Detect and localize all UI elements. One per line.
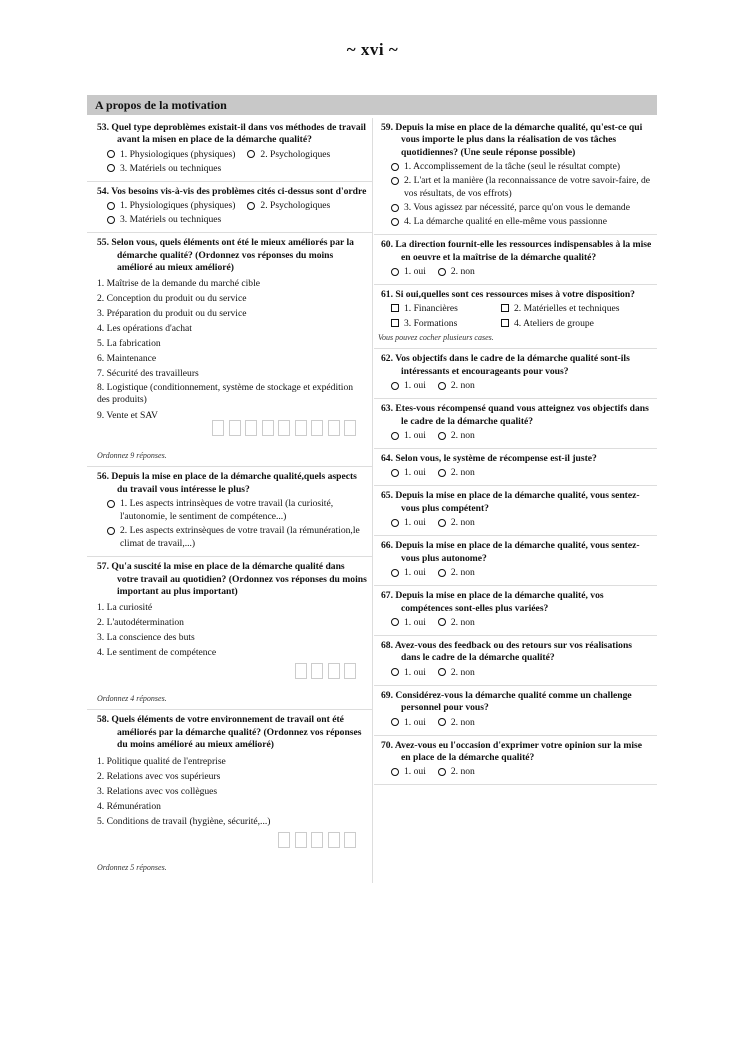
question-57 [87,557,372,710]
option-necessite[interactable]: 3. Vous agissez par nécessité, parce qu'on vous le demande [391,201,630,214]
question-65 [374,486,657,536]
checkbox-icon[interactable] [501,304,509,312]
option-passion[interactable]: 4. La démarche qualité en elle-même vous passionne [391,215,607,228]
question-70 [374,736,657,786]
question-55 [87,233,372,467]
list-item: 5. Conditions de travail (hygiène, sécurité,...) [97,815,271,827]
question-title: 60. La direction fournit-elle les ressources indispensables à la mise en oeuvre et la maîtrise de la démarche qualité? [381,239,652,263]
rank-box[interactable] [295,420,307,436]
list-item: 3. La conscience des buts [97,632,195,644]
option-non[interactable]: 2. non [438,379,475,392]
rank-box[interactable] [278,832,290,848]
list-item: 6. Maintenance [97,353,157,365]
rank-boxes [97,832,356,853]
option-psychologiques[interactable]: 2. Psychologiques [247,199,330,212]
option-accomplissement[interactable]: 1. Accomplissement de la tâche (seul le résultat compte) [391,160,620,173]
question-61 [374,285,657,349]
radio-icon[interactable] [438,569,446,577]
question-title: 61. Si oui,quelles sont ces ressources mises à votre disposition? [381,289,635,301]
radio-icon[interactable] [107,216,115,224]
question-58 [87,710,372,877]
question-title: 62. Vos objectifs dans le cadre de la démarche qualité sont-ils intéressants et encourageants pour vous? [381,353,630,377]
list-item: 3. Relations avec vos collègues [97,785,218,797]
rank-box[interactable] [328,420,340,436]
question-53 [87,118,372,182]
list-item: 4. Les opérations d'achat [97,323,192,335]
option-non[interactable]: 2. non [438,265,475,278]
instruction-hint: Vous pouvez cocher plusieurs cases. [378,333,494,343]
radio-icon[interactable] [438,469,446,477]
list-item: 9. Vente et SAV [97,410,158,422]
list-item: 5. La fabrication [97,338,161,350]
question-title: 68. Avez-vous des feedback ou des retours sur vos réalisations dans le cadre de la démarche qualité? [381,639,633,664]
question-title: 57. Qu'a suscité la mise en place de la démarche qualité dans votre travail au quotidien? (Ordonnez vos réponses du moins important au plus important) [97,561,367,598]
option-aspects-intrinseques[interactable]: 1. Les aspects intrinsèques de votre travail (la curiosité, l'autonomie, le sentiment de compétence...) [107,497,368,523]
question-title: 67. Depuis la mise en place de la démarche qualité, vos compétences sont-elles plus variées? [381,590,604,614]
radio-icon[interactable] [391,569,399,577]
option-art-et-maniere[interactable]: 2. L'art et la manière (la reconnaissance de votre savoir-faire, de vos résultats, de vos effrots) [391,174,653,200]
radio-icon[interactable] [391,382,399,390]
option-materiels[interactable]: 3. Matériels ou techniques [107,162,221,175]
rank-box[interactable] [229,420,241,436]
right-column [374,118,657,848]
option-non[interactable]: 2. non [438,666,475,679]
question-title: 70. Avez-vous eu l'occasion d'exprimer votre opinion sur la mise en place de la démarche qualité? [381,739,642,763]
rank-list [97,276,368,423]
list-item: 1. Politique qualité de l'entreprise [97,755,226,767]
option-oui[interactable]: 1. oui [391,429,426,442]
question-title: 65. Depuis la mise en place de la démarche qualité, vous sentez-vous plus compétent? [381,490,640,514]
option-non[interactable]: 2. non [438,429,475,442]
list-item: 2. L'autodétermination [97,617,184,629]
list-item: 1. La curiosité [97,602,153,614]
radio-icon[interactable] [107,500,115,508]
question-68 [374,636,657,686]
option-oui[interactable]: 1. oui [391,716,426,729]
rank-box[interactable] [295,832,307,848]
rank-boxes [97,663,356,684]
list-item: 4. Rémunération [97,800,161,812]
question-69 [374,686,657,736]
radio-icon[interactable] [438,668,446,676]
option-materielles-techniques[interactable]: 2. Matérielles et techniques [501,301,641,316]
radio-icon[interactable] [438,768,446,776]
rank-box[interactable] [311,832,323,848]
rank-box[interactable] [344,663,356,679]
rank-box[interactable] [328,832,340,848]
radio-icon[interactable] [107,527,115,535]
rank-box[interactable] [328,663,340,679]
rank-box[interactable] [212,420,224,436]
option-non[interactable]: 2. non [438,616,475,629]
radio-icon[interactable] [391,668,399,676]
option-non[interactable]: 2. non [438,765,475,778]
rank-box[interactable] [344,832,356,848]
radio-icon[interactable] [391,718,399,726]
question-64 [374,449,657,486]
radio-icon[interactable] [438,432,446,440]
option-physiologiques[interactable]: 1. Physiologiques (physiques) [107,199,235,212]
left-column [87,118,373,883]
list-item: 1. Maîtrise de la demande du marché cible [97,278,261,290]
option-oui[interactable]: 1. oui [391,265,426,278]
list-item: 2. Conception du produit ou du service [97,293,247,305]
radio-icon[interactable] [391,768,399,776]
option-materiels[interactable]: 3. Matériels ou techniques [107,213,221,226]
question-56 [87,467,372,557]
list-item: 8. Logistique (conditionnement, système de stockage et expédition des produits) [97,382,354,406]
radio-icon[interactable] [391,218,399,226]
rank-box[interactable] [295,663,307,679]
question-60 [374,235,657,285]
radio-icon[interactable] [391,618,399,626]
question-title: 59. Depuis la mise en place de la démarche qualité, qu'est-ce qui vous importe le plus dans la réalisation de vos tâches quotidiennes? (Une seule réponse possible) [381,122,643,158]
question-62 [374,349,657,399]
option-non[interactable]: 2. non [438,466,475,479]
section-header: A propos de la motivation [87,95,657,115]
option-non[interactable]: 2. non [438,716,475,729]
question-title: 58. Quels éléments de votre environnement de travail ont été améliorés par la démarche qualité? (Ordonnez vos réponses du moins amélioré au mieux amélioré) [97,714,362,751]
option-aspects-extrinseques[interactable]: 2. Les aspects extrinsèques de votre travail (la rémunération,le climat de travail,...) [107,524,368,550]
radio-icon[interactable] [391,204,399,212]
radio-icon[interactable] [107,164,115,172]
radio-icon[interactable] [391,177,399,185]
rank-box[interactable] [344,420,356,436]
question-title: 64. Selon vous, le système de récompense est-il juste? [381,453,597,465]
rank-box[interactable] [278,420,290,436]
option-oui[interactable]: 1. oui [391,379,426,392]
option-formations[interactable]: 3. Formations [391,316,501,331]
radio-icon[interactable] [438,268,446,276]
rank-box[interactable] [311,420,323,436]
option-physiologiques[interactable]: 1. Physiologiques (physiques) [107,148,235,161]
question-63 [374,399,657,449]
option-oui[interactable]: 1. oui [391,466,426,479]
checkbox-icon[interactable] [501,319,509,327]
question-title: 66. Depuis la mise en place de la démarche qualité, vous sentez-vous plus autonome? [381,540,640,564]
question-title: 55. Selon vous, quels éléments ont été le mieux améliorés par la démarche qualité? (Ordonnez vos réponses du moins amélioré au mieux amélioré) [97,237,354,274]
checkbox-icon[interactable] [391,304,399,312]
radio-icon[interactable] [391,519,399,527]
page-number: ~ xvi ~ [346,40,399,59]
radio-icon[interactable] [438,718,446,726]
option-non[interactable]: 2. non [438,566,475,579]
question-59 [374,118,657,235]
instruction-hint: Ordonnez 9 réponses. [97,451,167,461]
radio-icon[interactable] [391,469,399,477]
list-item: 7. Sécurité des travailleurs [97,368,199,380]
list-item: 3. Préparation du produit ou du service [97,308,247,320]
rank-list [97,754,368,829]
option-non[interactable]: 2. non [438,516,475,529]
option-psychologiques[interactable]: 2. Psychologiques [247,148,330,161]
radio-icon[interactable] [391,268,399,276]
option-oui[interactable]: 1. oui [391,566,426,579]
option-oui[interactable]: 1. oui [391,666,426,679]
rank-box[interactable] [245,420,257,436]
question-title: 54. Vos besoins vis-à-vis des problèmes cités ci-dessus sont d'ordre [97,185,367,197]
question-67 [374,586,657,636]
radio-icon[interactable] [391,163,399,171]
radio-icon[interactable] [107,150,115,158]
radio-icon[interactable] [247,150,255,158]
rank-box[interactable] [311,663,323,679]
radio-icon[interactable] [438,519,446,527]
question-66 [374,536,657,586]
radio-icon[interactable] [391,432,399,440]
question-title: 63. Etes-vous récompensé quand vous atteignez vos objectifs dans le cadre de la démarche qualité? [381,403,649,427]
question-title: 56. Depuis la mise en place de la démarche qualité,quels aspects du travail vous intéresse le plus? [97,471,357,495]
question-title: 53. Quel type deproblèmes existait-il dans vos méthodes de travail avant la misen en place de la démarche qualité? [97,122,366,146]
option-oui[interactable]: 1. oui [391,765,426,778]
list-item: 2. Relations avec vos supérieurs [97,770,221,782]
radio-icon[interactable] [107,202,115,210]
question-title: 69. Considérez-vous la démarche qualité comme un challenge personnel pour vous? [381,689,632,714]
rank-box[interactable] [262,420,274,436]
instruction-hint: Ordonnez 4 réponses. [97,694,167,704]
option-oui[interactable]: 1. oui [391,616,426,629]
list-item: 4. Le sentiment de compétence [97,647,217,659]
rank-boxes [97,420,356,441]
option-ateliers-groupe[interactable]: 4. Ateliers de groupe [501,316,641,331]
radio-icon[interactable] [247,202,255,210]
checkbox-icon[interactable] [391,319,399,327]
instruction-hint: Ordonnez 5 réponses. [97,862,167,872]
rank-list [97,600,368,660]
radio-icon[interactable] [438,618,446,626]
option-oui[interactable]: 1. oui [391,516,426,529]
radio-icon[interactable] [438,382,446,390]
question-54 [87,182,372,233]
option-financieres[interactable]: 1. Financières [391,301,501,316]
